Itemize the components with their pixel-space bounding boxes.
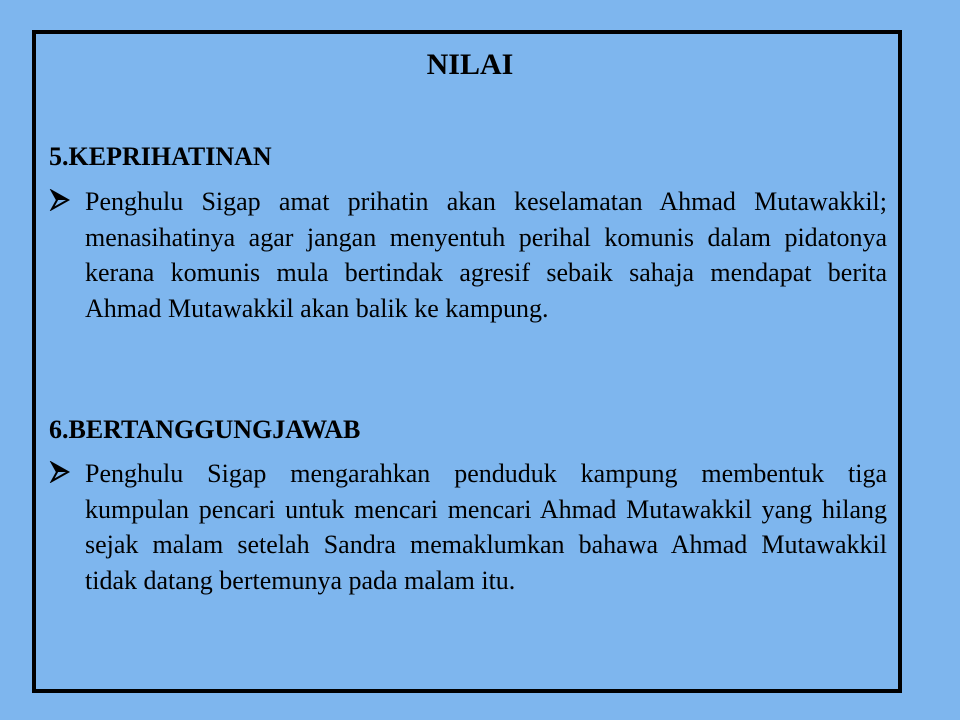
slide-title: NILAI [426,48,514,81]
content-frame [32,30,902,693]
arrow-bullet-icon [49,184,85,216]
arrow-bullet-icon [49,456,85,488]
bullet-item-keprihatinan [49,184,887,326]
bullet-text-bertanggungjawab: Penghulu Sigap mengarahkan penduduk kampung membentuk tiga kumpulan pencari untuk mencari mencari Ahmad Mutawakkil yang hilang sejak malam setelah Sandra memaklumkan bahawa Ahmad Mutawakkil tidak datang bertemunya pada malam itu. [85,459,887,595]
section-heading-bertanggungjawab: 6.BERTANGGUNGJAWAB [49,415,361,444]
bullet-item-bertanggungjawab [49,456,887,598]
section-heading-keprihatinan: 5.KEPRIHATINAN [49,142,272,171]
bullet-text-keprihatinan: Penghulu Sigap amat prihatin akan keselamatan Ahmad Mutawakkil; menasihatinya agar jangan menyentuh perihal komunis dalam pidatonya kerana komunis mula bertindak agresif sebaik sahaja mendapat berita Ahmad Mutawakkil akan balik ke kampung. [85,187,887,323]
